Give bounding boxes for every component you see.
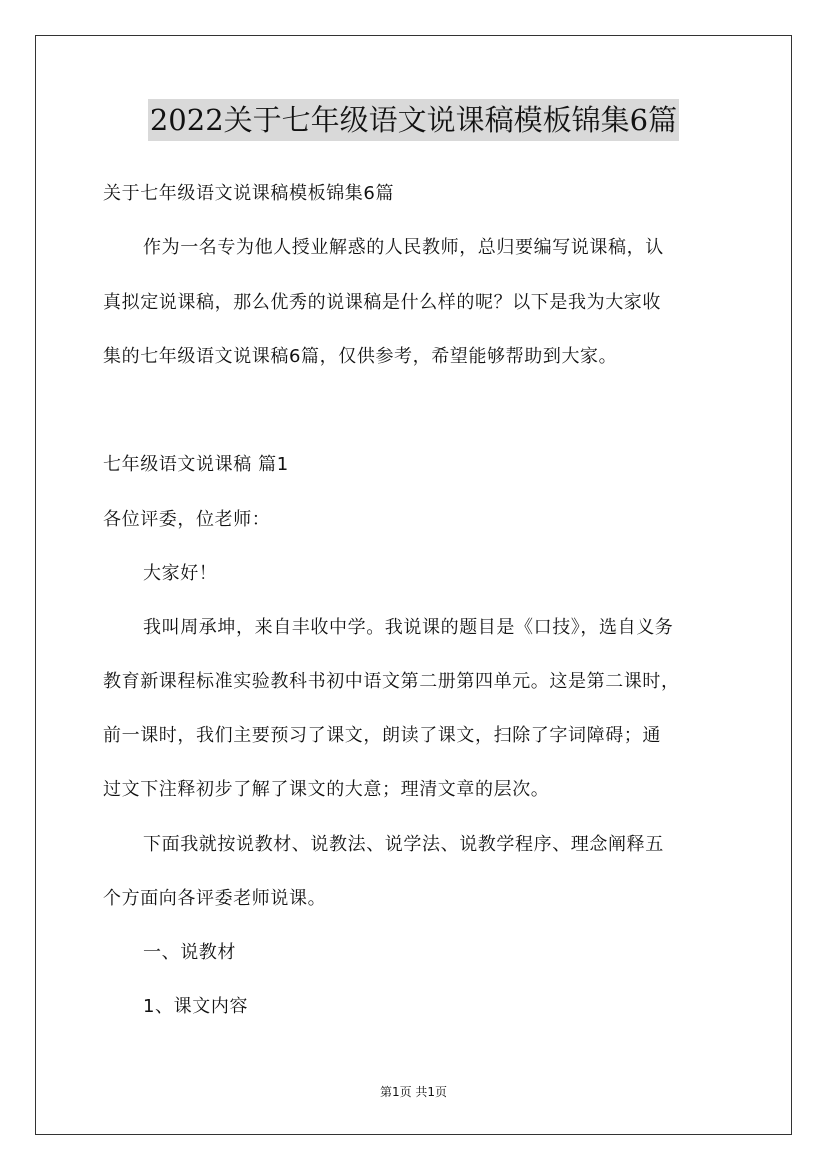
section-heading: 七年级语文说课稿 篇1 bbox=[103, 454, 289, 475]
document-title: 2022关于七年级语文说课稿模板锦集6篇 bbox=[148, 99, 679, 141]
greeting: 大家好！ bbox=[143, 563, 218, 584]
title-container bbox=[0, 99, 827, 141]
intro-line-3: 集的七年级语文说课稿6篇，仅供参考，希望能够帮助到大家。 bbox=[103, 346, 618, 367]
para1-line-3: 前一课时，我们主要预习了课文，朗读了课文，扫除了字词障碍；通 bbox=[103, 725, 661, 746]
para2-line-1: 下面我就按说教材、说教法、说学法、说教学程序、理念阐释五 bbox=[143, 834, 664, 855]
salutation: 各位评委，位老师： bbox=[103, 509, 271, 530]
intro-line-1: 作为一名专为他人授业解惑的人民教师，总归要编写说课稿，认 bbox=[143, 237, 664, 258]
list-item-heading: 一、说教材 bbox=[143, 942, 236, 963]
list-item-subheading: 1、课文内容 bbox=[143, 996, 249, 1017]
para1-line-2: 教育新课程标准实验教科书初中语文第二册第四单元。这是第二课时， bbox=[103, 671, 680, 692]
subtitle: 关于七年级语文说课稿模板锦集6篇 bbox=[103, 183, 395, 204]
intro-line-2: 真拟定说课稿，那么优秀的说课稿是什么样的呢？以下是我为大家收 bbox=[103, 292, 661, 313]
para1-line-1: 我叫周承坤，来自丰收中学。我说课的题目是《口技》，选自义务 bbox=[143, 617, 674, 638]
para2-line-2: 个方面向各评委老师说课。 bbox=[103, 888, 327, 909]
page-footer: 第1页 共1页 bbox=[379, 1085, 448, 1099]
para1-line-4: 过文下注释初步了解了课文的大意；理清文章的层次。 bbox=[103, 779, 550, 800]
